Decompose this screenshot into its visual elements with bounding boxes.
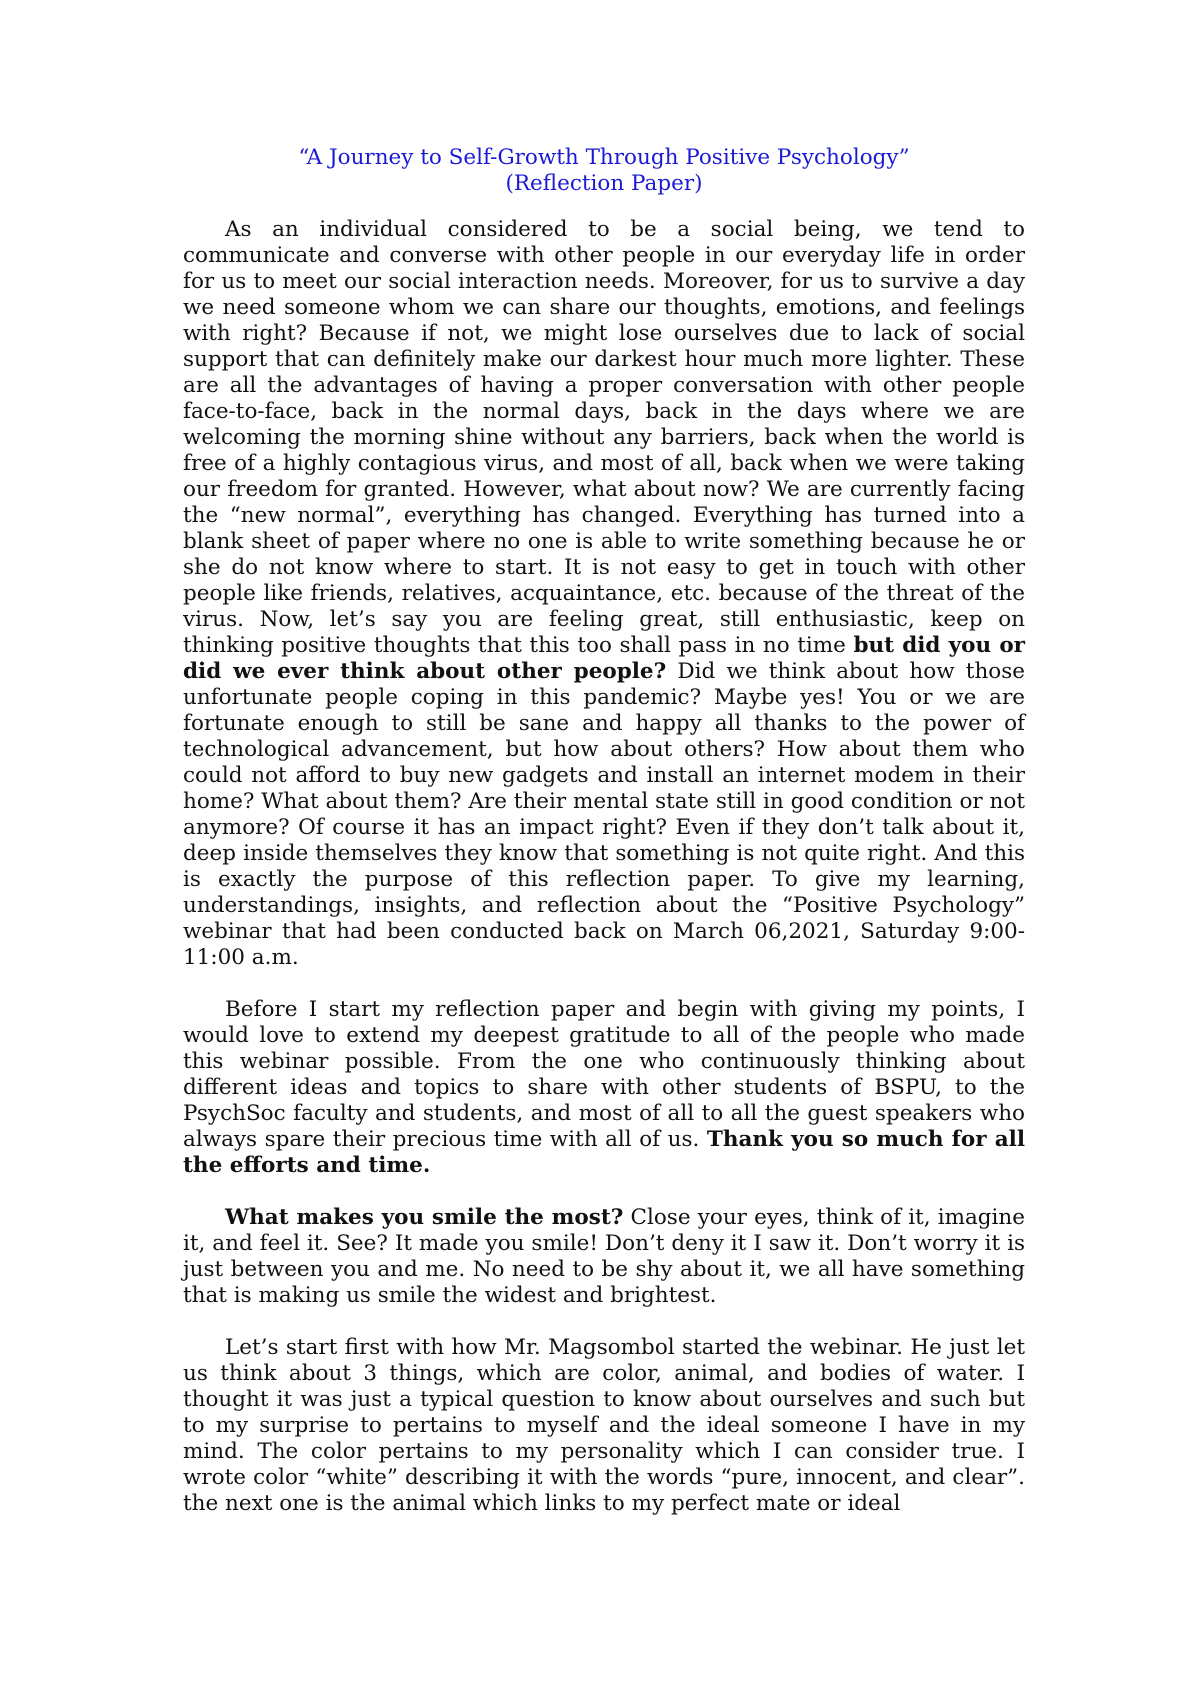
paragraphs [183, 217, 1025, 1517]
bold-text: What makes you smile the most? [225, 1205, 624, 1230]
bold-text: but did you or did we ever think about other people? [183, 633, 1025, 684]
paragraph [183, 1335, 1025, 1517]
body-text: Close your eyes, think of it, imagine it, and feel it. See? It made you smile! Don’t deny it I saw it. Don’t worry it is just between you and me. No need to be shy about it, we all have something that is making us smile the widest and brightest. [183, 1205, 1025, 1308]
document-body [183, 145, 1025, 1543]
bold-text: Thank you so much for all the efforts and time. [183, 1127, 1026, 1178]
paragraph [183, 217, 1025, 971]
body-text: As an individual considered to be a social being, we tend to communicate and converse with other people in our everyday life in order for us to meet our social interaction needs. Moreover, for us to survive a day we need someone whom we can share our thoughts, emotions, and feelings with right? Because if not, we might lose ourselves due to lack of social support that can definitely make our darkest hour much more lighter. These are all the advantages of having a proper conversation with other people face-to-face, back in the normal days, back in the days where we are welcoming the morning shine without any barriers, back when the world is free of a highly contagious virus, and most of all, back when we were taking our freedom for granted. However, what about now? We are currently facing the “new normal”, everything has changed. Everything has turned into a blank sheet of paper where no one is able to write something because he or she do not know where to start. It is not easy to get in touch with other people like friends, relatives, acquaintance, etc. because of the threat of the virus. Now, let’s say you are feeling great, still enthusiastic, keep on thinking positive thoughts that this too shall pass in no time [183, 217, 1025, 658]
document-subtitle: (Reflection Paper) [505, 171, 703, 196]
body-text: Did we think about how those unfortunate people coping in this pandemic? Maybe yes! You or we are fortunate enough to still be sane and happy all thanks to the power of technological advancement, but how about others? How about them who could not afford to buy new gadgets and install an internet modem in their home? What about them? Are their mental state still in good condition or not anymore? Of course it has an impact right? Even if they don’t talk about it, deep inside themselves they know that something is not quite right. And this is exactly the purpose of this reflection paper. To give my learning, understandings, insights, and reflection about the “Positive Psychology” webinar that had been conducted back on March 06,2021, Saturday 9:00-11:00 a.m. [183, 659, 1025, 970]
paragraph [183, 1205, 1025, 1309]
body-text: Before I start my reflection paper and begin with giving my points, I would love to extend my deepest gratitude to all of the people who made this webinar possible. From the one who continuously thinking about different ideas and topics to share with other students of BSPU, to the PsychSoc faculty and students, and most of all to all the guest speakers who always spare their precious time with all of us. [183, 997, 1025, 1152]
body-text: Let’s start first with how Mr. Magsombol started the webinar. He just let us think about 3 things, which are color, animal, and bodies of water. I thought it was just a typical question to know about ourselves and such but to my surprise to pertains to myself and the ideal someone I have in my mind. The color pertains to my personality which I can consider true. I wrote color “white” describing it with the words “pure, innocent, and clear”. the next one is the animal which links to my perfect mate or ideal [183, 1335, 1025, 1516]
document-title: “A Journey to Self-Growth Through Positive Psychology” [298, 145, 910, 170]
title-block [183, 145, 1025, 197]
paragraph [183, 997, 1025, 1179]
